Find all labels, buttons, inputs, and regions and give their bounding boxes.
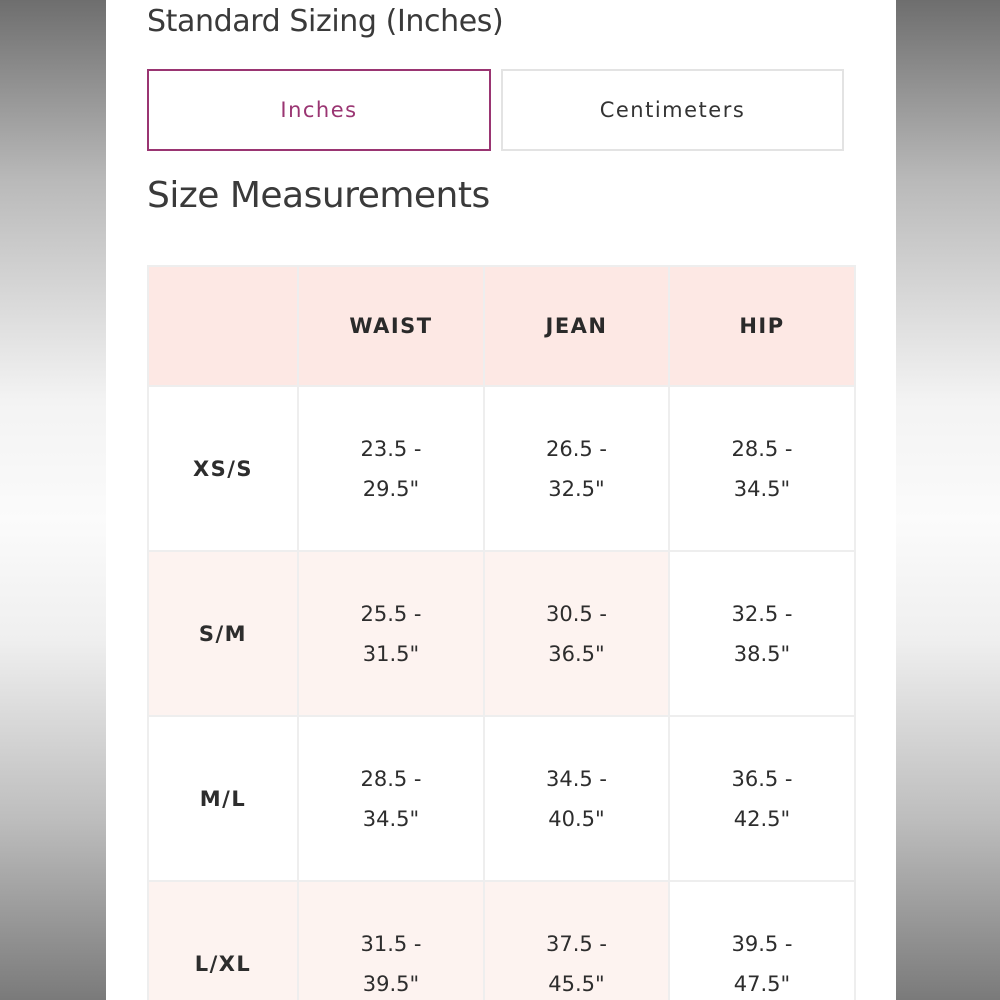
- waist-cell: [298, 551, 484, 716]
- range-end: 40.5": [548, 806, 605, 831]
- header-cell-hip: HIP: [669, 266, 855, 386]
- jean-cell: [484, 881, 669, 1000]
- size-label-cell: M/L: [148, 716, 298, 881]
- range-end: 47.5": [733, 971, 791, 996]
- waist-cell: [298, 386, 484, 551]
- table-row: [148, 716, 855, 881]
- range-start: 26.5 -: [545, 436, 607, 461]
- size-label-cell: L/XL: [148, 881, 298, 1000]
- waist-cell: [298, 716, 484, 881]
- range-end: 42.5": [733, 806, 791, 831]
- range-end: 31.5": [362, 641, 420, 666]
- range-end: 38.5": [733, 641, 791, 666]
- standard-sizing-heading: Standard Sizing (Inches): [147, 4, 504, 39]
- hip-cell: [669, 881, 855, 1000]
- header-cell-jean: JEAN: [484, 266, 669, 386]
- header-cell-size: [148, 266, 298, 386]
- table-row: [148, 881, 855, 1000]
- table-row: [148, 551, 855, 716]
- range-start: 30.5 -: [545, 601, 607, 626]
- size-measurements-heading: Size Measurements: [147, 175, 490, 216]
- range-start: 36.5 -: [731, 766, 793, 791]
- range-start: 37.5 -: [545, 931, 607, 956]
- range-start: 28.5 -: [731, 436, 793, 461]
- background-left-blur: [0, 0, 106, 1000]
- centimeters-tab-button[interactable]: Centimeters: [501, 69, 844, 151]
- range-end: 39.5": [362, 971, 420, 996]
- jean-cell: [484, 386, 669, 551]
- size-label-cell: S/M: [148, 551, 298, 716]
- hip-cell: [669, 386, 855, 551]
- hip-cell: [669, 716, 855, 881]
- range-end: 36.5": [548, 641, 605, 666]
- range-end: 34.5": [362, 806, 420, 831]
- range-end: 34.5": [733, 476, 791, 501]
- range-end: 45.5": [548, 971, 605, 996]
- inches-tab-button[interactable]: Inches: [147, 69, 491, 151]
- table-row: [148, 386, 855, 551]
- background-right-blur: [896, 0, 1000, 1000]
- table-header-row: [148, 266, 855, 386]
- range-end: 29.5": [362, 476, 420, 501]
- size-measurements-table: [147, 265, 856, 1000]
- size-label-cell: XS/S: [148, 386, 298, 551]
- range-start: 28.5 -: [360, 766, 422, 791]
- range-start: 23.5 -: [360, 436, 422, 461]
- jean-cell: [484, 716, 669, 881]
- waist-cell: [298, 881, 484, 1000]
- range-start: 39.5 -: [731, 931, 793, 956]
- range-start: 32.5 -: [731, 601, 793, 626]
- range-start: 34.5 -: [545, 766, 607, 791]
- jean-cell: [484, 551, 669, 716]
- hip-cell: [669, 551, 855, 716]
- range-end: 32.5": [548, 476, 605, 501]
- range-start: 31.5 -: [360, 931, 422, 956]
- header-cell-waist: WAIST: [298, 266, 484, 386]
- range-start: 25.5 -: [360, 601, 422, 626]
